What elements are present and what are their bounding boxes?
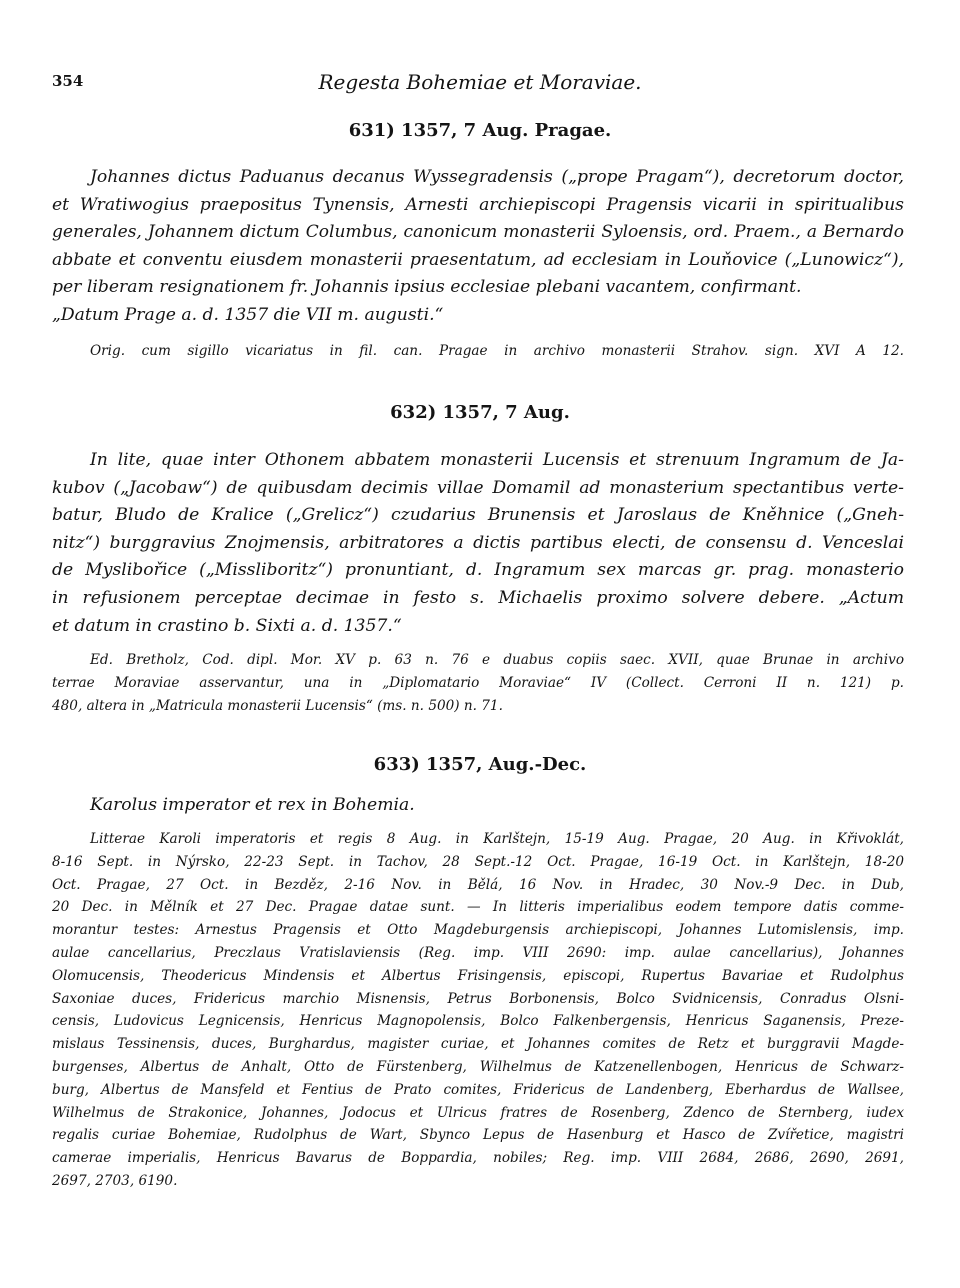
text-line: per liberam resignationem fr. Johannis ipsius ecclesiae plebani vacantem, confirmant. <box>52 277 802 298</box>
note-line: 20 Dec. in Mělník et 27 Dec. Pragae datae sunt. — In litteris imperialibus eodem tempore datis comme- <box>52 899 904 916</box>
text-line: Karolus imperator et rex in Bohemia. <box>90 795 415 815</box>
text-line: „Datum Prage a. d. 1357 die VII m. augusti.“ <box>52 304 444 325</box>
note-line: Wilhelmus de Strakonice, Johannes, Jodocus et Ulricus fratres de Rosenberg, Zdenco de Sternberg, iudex <box>52 1104 904 1121</box>
note-line: mislaus Tessinensis, duces, Burghardus, magister curiae, et Johannes comites de Retz et burggravii Magde- <box>52 1036 904 1053</box>
text-line: generales, Johannem dictum Columbus, canonicum monasterii Syloensis, ord. Praem., a Bernardo <box>52 222 904 243</box>
running-title: Regesta Bohemiae et Moraviae. <box>318 70 642 94</box>
text-line: kubov („Jacobaw“) de quibusdam decimis villae Domamil ad monasterium spectantibus verte- <box>52 477 904 498</box>
note-line: Litterae Karoli imperatoris et regis 8 Aug. in Karlštejn, 15-19 Aug. Pragae, 20 Aug. in Křivoklát, <box>90 831 904 847</box>
note-line: aulae cancellarius, Preczlaus Vratislaviensis (Reg. imp. VIII 2690: imp. aulae cancellarius), Johannes <box>52 944 904 961</box>
text-line: In lite, quae inter Othonem abbatem monasterii Lucensis et strenuum Ingramum de Ja- <box>90 450 904 470</box>
text-line: abbate et conventu eiusdem monasterii praesentatum, ad ecclesiam in Louňovice („Lunowicz“), <box>52 249 904 270</box>
note-line: burgenses, Albertus de Anhalt, Otto de Fürstenberg, Wilhelmus de Katzenellenbogen, Henricus de Schwarz- <box>52 1058 904 1075</box>
page-number: 354 <box>52 72 84 90</box>
entry-text-633 <box>52 792 904 820</box>
note-line: Ed. Bretholz, Cod. dipl. Mor. XV p. 63 n. 76 e duabus copiis saec. XVII, quae Brunae in archivo <box>90 652 904 668</box>
note-line: Oct. Pragae, 27 Oct. in Bezděz, 2-16 Nov. in Bělá, 16 Nov. in Hradec, 30 Nov.-9 Dec. in Dub, <box>52 876 904 893</box>
note-line: 2697, 2703, 6190. <box>52 1172 178 1189</box>
text-line: de Myslibořice („Missliboritz“) pronuntiant, d. Ingramum sex marcas gr. prag. monasterio <box>52 560 904 581</box>
entry-note-632 <box>52 649 904 717</box>
entry-text-632 <box>52 447 904 640</box>
note-line: 8-16 Sept. in Nýrsko, 22-23 Sept. in Tachov, 28 Sept.-12 Oct. Pragae, 16-19 Oct. in Karlštejn, 18-20 <box>52 853 904 870</box>
entry-text-631 <box>52 164 904 330</box>
text-line: in refusionem perceptae decimae in festo s. Michaelis proximo solvere debere. „Actum <box>52 587 904 608</box>
entry-heading-633: 633) 1357, Aug.-Dec. <box>373 754 587 775</box>
text-line: et datum in crastino b. Sixti a. d. 1357.“ <box>52 615 402 636</box>
note-line: Orig. cum sigillo vicariatus in fil. can. Pragae in archivo monasterii Strahov. sign. XVI A 12. <box>90 343 904 359</box>
text-line: Johannes dictus Paduanus decanus Wyssegradensis („prope Pragam“), decretorum doctor, <box>90 167 904 187</box>
note-line: burg, Albertus de Mansfeld et Fentius de Prato comites, Fridericus de Landenberg, Eberhardus de Wallsee, <box>52 1081 904 1098</box>
note-line: Olomucensis, Theodericus Mindensis et Albertus Frisingensis, episcopi, Rupertus Bavariae et Rudolphus <box>52 967 904 984</box>
entry-note-633 <box>52 828 904 1193</box>
note-line: regalis curiae Bohemiae, Rudolphus de Wart, Sbynco Lepus de Hasenburg et Hasco de Zvířetice, magistri <box>52 1127 904 1144</box>
entry-heading-632: 632) 1357, 7 Aug. <box>390 402 570 423</box>
note-line: terrae Moraviae asservantur, una in „Diplomatario Moraviae“ IV (Collect. Cerroni II n. 121) p. <box>52 674 904 691</box>
note-line: camerae imperialis, Henricus Bavarus de Boppardia, nobiles; Reg. imp. VIII 2684, 2686, 2690, 2691, <box>52 1150 904 1167</box>
entry-heading-631: 631) 1357, 7 Aug. Pragae. <box>348 120 612 141</box>
entry-note-631 <box>52 340 904 363</box>
text-line: et Wratiwogius praepositus Tynensis, Arnesti archiepiscopi Pragensis vicarii in spiritualibus <box>52 194 904 215</box>
text-line: batur, Bludo de Kralice („Grelicz“) czudarius Brunensis et Jaroslaus de Kněhnice („Gneh- <box>52 505 904 526</box>
note-line: 480, altera in „Matricula monasterii Lucensis“ (ms. n. 500) n. 71. <box>52 697 503 714</box>
text-line: nitz“) burggravius Znojmensis, arbitratores a dictis partibus electi, de consensu d. Venceslai <box>52 532 904 553</box>
note-line: morantur testes: Arnestus Pragensis et Otto Magdeburgensis archiepiscopi, Johannes Lutomislensis, imp. <box>52 922 904 939</box>
note-line: censis, Ludovicus Legnicensis, Henricus Magnopolensis, Bolco Falkenbergensis, Henricus Saganensis, Preze- <box>52 1013 904 1030</box>
note-line: Saxoniae duces, Fridericus marchio Misnensis, Petrus Borbonensis, Bolco Svidnicensis, Conradus Olsni- <box>52 990 904 1007</box>
